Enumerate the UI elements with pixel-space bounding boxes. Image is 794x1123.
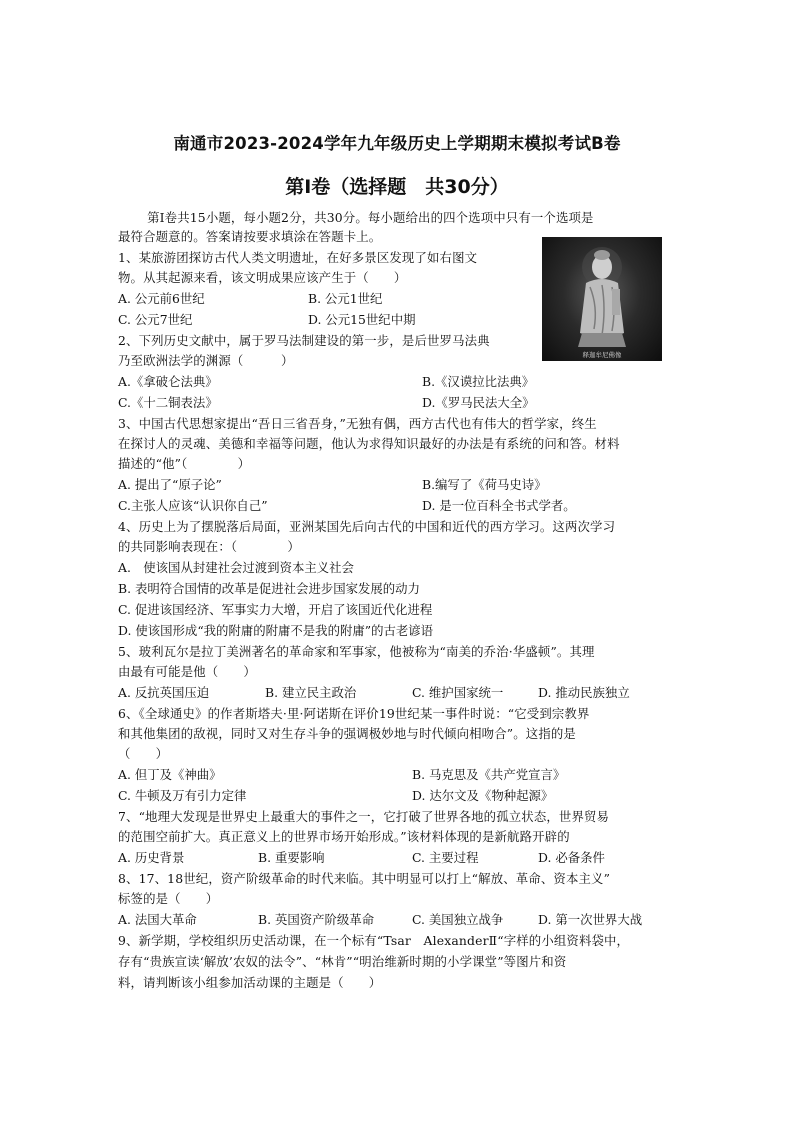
- question-stem: 料，请判断该小组参加活动课的主题是（ ）: [118, 975, 382, 990]
- question-stem: 和其他集团的敌视，同时又对生存斗争的强调极妙地与时代倾向相吻合”。这指的是: [118, 726, 576, 741]
- option-c: C.主张人应该“认识你自己”: [118, 498, 268, 513]
- option-c: C. 美国独立战争: [412, 912, 504, 927]
- option-d: D. 推动民族独立: [538, 685, 630, 700]
- option-d: D. 使该国形成“我的附庸的附庸不是我的附庸”的古老谚语: [118, 623, 434, 638]
- question-stem: 1、某旅游团探访古代人类文明遗址，在好多景区发现了如右图文: [118, 250, 478, 265]
- question-stem: 乃至欧洲法学的渊源（ ）: [118, 353, 294, 368]
- question-stem: 4、历史上为了摆脱落后局面，亚洲某国先后向古代的中国和近代的西方学习。这两次学习: [118, 519, 616, 534]
- question-stem: 2、下列历史文献中，属于罗马法制建设的第一步，是后世罗马法典: [118, 333, 490, 348]
- question-stem: 在探讨人的灵魂、美德和幸福等问题，他认为求得知识最好的办法是有系统的问和答。材料: [118, 436, 620, 451]
- option-a: A. 公元前6世纪: [118, 291, 205, 306]
- exam-title: 南通市2023-2024学年九年级历史上学期期末模拟考试B卷: [173, 134, 621, 153]
- option-a: A. 但丁及《神曲》: [118, 767, 222, 782]
- section-heading: 第Ⅰ卷（选择题 共30分）: [285, 176, 509, 198]
- option-b: B. 重要影响: [258, 850, 325, 865]
- statue-icon: [542, 237, 662, 361]
- option-a: A. 提出了“原子论”: [118, 477, 222, 492]
- option-a: A. 历史背景: [118, 850, 185, 865]
- option-d: D. 第一次世界大战: [538, 912, 643, 927]
- question-stem: （ ）: [118, 746, 169, 761]
- option-c: C. 促进该国经济、军事实力大增，开启了该国近代化进程: [118, 602, 433, 617]
- option-c: C. 公元7世纪: [118, 312, 193, 327]
- figure-caption: 释迦牟尼佛像: [582, 351, 622, 359]
- buddha-statue-photo: [542, 237, 662, 361]
- question-stem: 7、“地理大发现是世界史上最重大的事件之一，它打破了世界各地的孤立状态，世界贸易: [118, 809, 610, 824]
- option-b: B. 表明符合国情的改革是促进社会进步国家发展的动力: [118, 581, 420, 596]
- question-stem: 的共同影响表现在：（ ）: [118, 539, 300, 554]
- question-stem: 描述的“他”（ ）: [118, 456, 251, 471]
- instructions-line: 第Ⅰ卷共15小题，每小题2分，共30分。每小题给出的四个选项中只有一个选项是: [122, 210, 594, 225]
- option-a: A. 反抗英国压迫: [118, 685, 210, 700]
- question-stem: 5、玻利瓦尔是拉丁美洲著名的革命家和军事家，他被称为“南美的乔治·华盛顿”。其理: [118, 644, 595, 659]
- option-a: A. 法国大革命: [118, 912, 197, 927]
- question-stem: 物。从其起源来看，该文明成果应该产生于（ ）: [118, 270, 407, 285]
- question-stem: 8、17、18世纪，资产阶级革命的时代来临。其中明显可以打上“解放、革命、资本主义”: [118, 871, 611, 886]
- option-b: B. 英国资产阶级革命: [258, 912, 375, 927]
- option-b: B. 马克思及《共产党宣言》: [412, 767, 566, 782]
- question-stem: 由最有可能是他（ ）: [118, 664, 256, 679]
- instructions-line: 最符合题意的。答案请按要求填涂在答题卡上。: [118, 229, 382, 244]
- option-d: D. 公元15世纪中期: [308, 312, 416, 327]
- option-d: D. 必备条件: [538, 850, 605, 865]
- option-a: A.《拿破仑法典》: [118, 374, 218, 389]
- option-b: B.《汉谟拉比法典》: [422, 374, 535, 389]
- option-a: A. 使该国从封建社会过渡到资本主义社会: [118, 560, 354, 575]
- question-stem: 的范围空前扩大。真正意义上的世界市场开始形成。”该材料体现的是新航路开辟的: [118, 829, 570, 844]
- option-d: D. 达尔文及《物种起源》: [412, 788, 554, 803]
- option-c: C. 维护国家统一: [412, 685, 504, 700]
- option-b: B. 公元1世纪: [308, 291, 383, 306]
- question-stem: 6、《全球通史》的作者斯塔夫·里·阿诺斯在评价19世纪某一事件时说：“它受到宗教界: [118, 706, 590, 721]
- option-d: D.《罗马民法大全》: [422, 395, 535, 410]
- question-stem: 标签的是（ ）: [118, 891, 219, 906]
- option-d: D. 是一位百科全书式学者。: [422, 498, 576, 513]
- question-stem: 存有“贵族宣读‘解放’农奴的法令”、“林肯”“明治维新时期的小学课堂”等图片和资: [118, 954, 567, 969]
- option-b: B.编写了《荷马史诗》: [422, 477, 547, 492]
- option-c: C. 牛顿及万有引力定律: [118, 788, 247, 803]
- option-b: B. 建立民主政治: [265, 685, 357, 700]
- option-c: C.《十二铜表法》: [118, 395, 218, 410]
- question-stem: 9、新学期，学校组织历史活动课，在一个标有“Tsar AlexanderⅡ“字样的小组资料袋中，: [118, 933, 630, 948]
- question-stem: 3、中国古代思想家提出“吾日三省吾身，”无独有偶，西方古代也有伟大的哲学家，终生: [118, 416, 597, 431]
- option-c: C. 主要过程: [412, 850, 479, 865]
